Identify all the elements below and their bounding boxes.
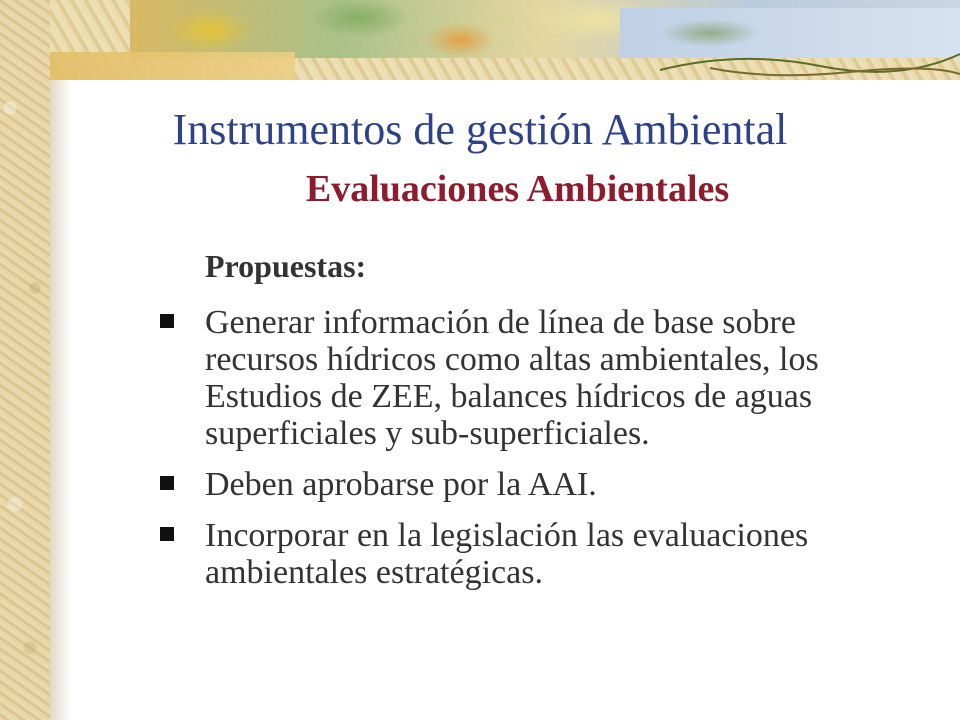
bullet-text: Deben aprobarse por la AAI. (205, 466, 597, 503)
bullet-item (160, 517, 900, 591)
slide-subtitle: Evaluaciones Ambientales (305, 168, 730, 210)
bullet-item (160, 466, 900, 503)
square-bullet-icon (160, 527, 174, 541)
slide-title: Instrumentos de gestión Ambiental (172, 105, 788, 154)
square-bullet-icon (160, 476, 174, 490)
bullet-list (160, 304, 900, 605)
twig-decoration (620, 40, 960, 80)
section-heading: Propuestas: (205, 248, 367, 284)
bullet-text: Incorporar en la legislación las evaluaciones ambientales estratégicas. (205, 517, 809, 591)
bullet-text: Generar información de línea de base sobre recursos hídricos como altas ambientales, los Estudios de ZEE, balances hídricos de aguas superficiales y sub-superficiales. (205, 304, 819, 452)
bullet-item (160, 304, 900, 452)
square-bullet-icon (160, 314, 174, 328)
banner-left-piece (30, 52, 295, 80)
